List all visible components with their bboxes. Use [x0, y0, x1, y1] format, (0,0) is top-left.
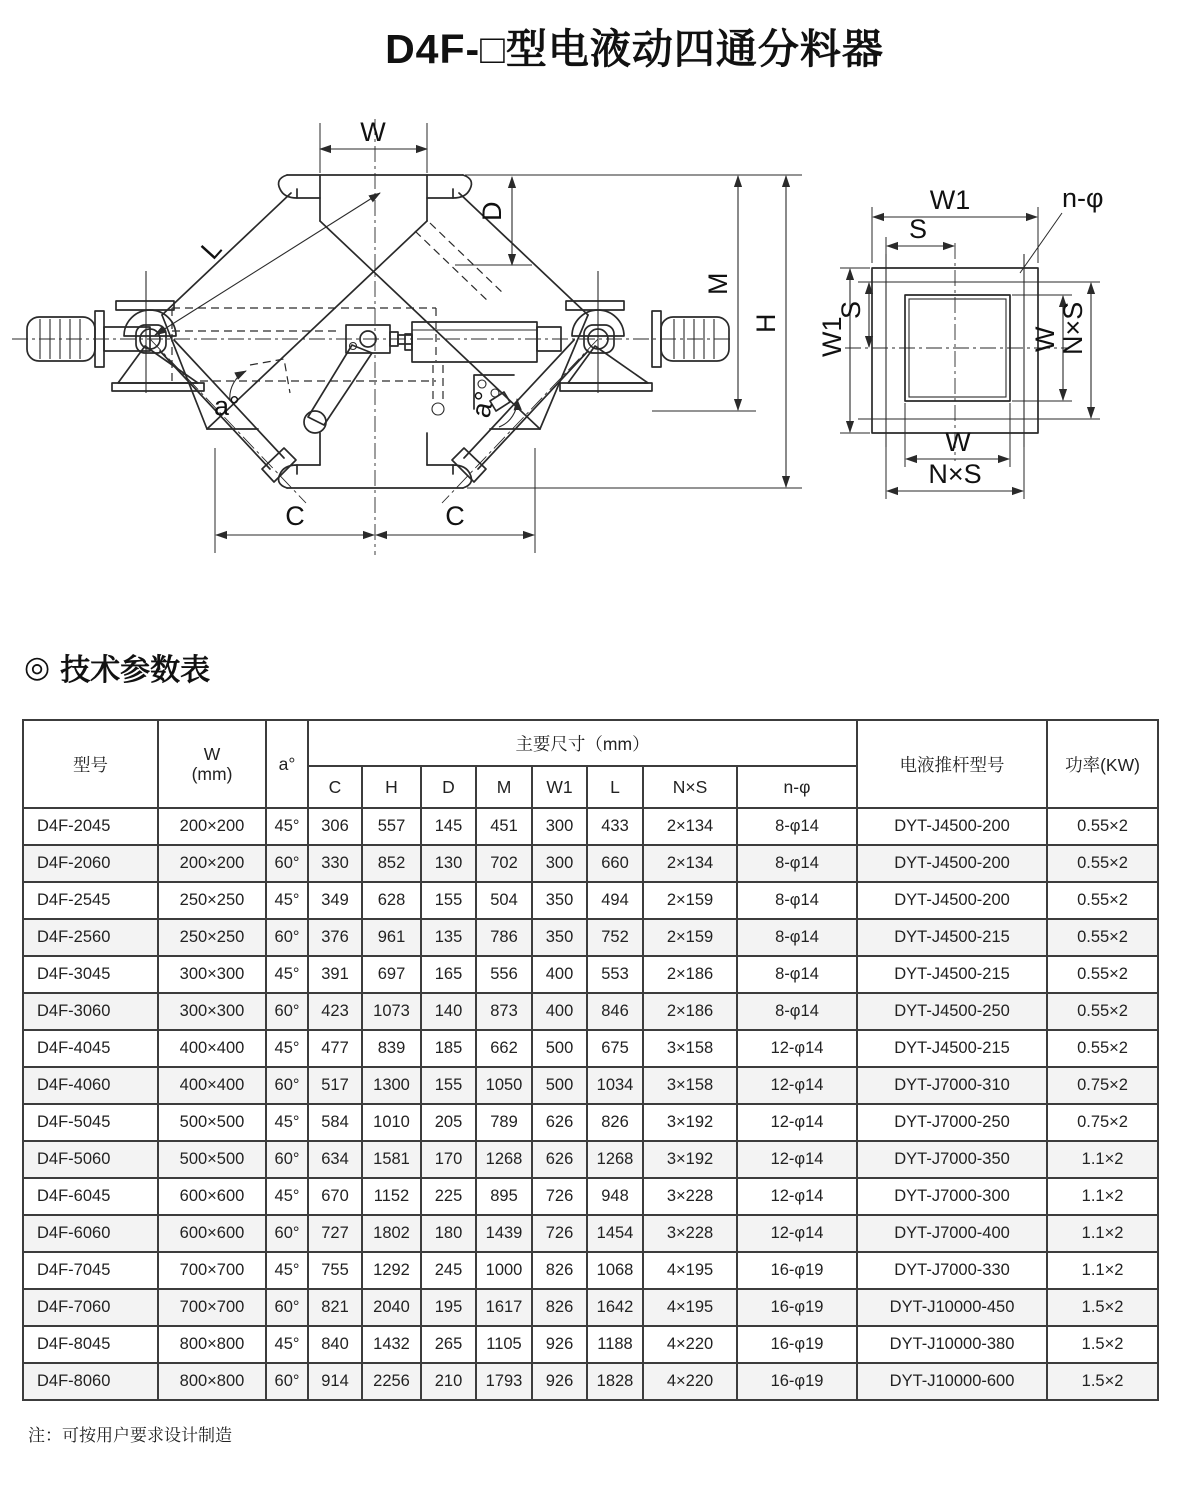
table-cell: 400: [532, 993, 587, 1030]
table-cell: 1793: [476, 1363, 532, 1400]
table-cell: 433: [587, 808, 643, 845]
table-cell: 45°: [266, 1326, 308, 1363]
table-cell: 400×400: [158, 1067, 266, 1104]
table-cell: 0.55×2: [1047, 1030, 1158, 1067]
table-cell: 500: [532, 1030, 587, 1067]
table-cell: 517: [308, 1067, 362, 1104]
table-cell: 702: [476, 845, 532, 882]
table-cell: DYT-J10000-450: [857, 1289, 1047, 1326]
table-cell: 660: [587, 845, 643, 882]
table-cell: 210: [421, 1363, 476, 1400]
table-row: [23, 882, 1158, 919]
table-row: [23, 956, 1158, 993]
table-cell: 306: [308, 808, 362, 845]
table-cell: 145: [421, 808, 476, 845]
table-cell: 400×400: [158, 1030, 266, 1067]
table-cell: 700×700: [158, 1252, 266, 1289]
table-cell: DYT-J10000-600: [857, 1363, 1047, 1400]
section-marker-icon: ◎: [24, 650, 51, 684]
table-cell: 726: [532, 1178, 587, 1215]
table-cell: 1.5×2: [1047, 1289, 1158, 1326]
table-cell: 350: [532, 919, 587, 956]
section-header: [24, 645, 1179, 689]
table-cell: 0.55×2: [1047, 808, 1158, 845]
table-cell: 376: [308, 919, 362, 956]
table-cell: 205: [421, 1104, 476, 1141]
table-cell: 1300: [362, 1067, 421, 1104]
table-cell: D4F-7045: [23, 1252, 158, 1289]
table-cell: 3×228: [643, 1215, 737, 1252]
table-row: [23, 1067, 1158, 1104]
page-title: D4F-□型电液动四通分料器: [385, 26, 884, 72]
table-cell: 12-φ14: [737, 1178, 857, 1215]
table-cell: 45°: [266, 956, 308, 993]
table-cell: 0.55×2: [1047, 882, 1158, 919]
table-cell: 1034: [587, 1067, 643, 1104]
table-cell: 60°: [266, 993, 308, 1030]
table-cell: D4F-8045: [23, 1326, 158, 1363]
table-cell: 895: [476, 1178, 532, 1215]
dim-label-w1-left: W1: [817, 316, 847, 357]
dim-label-w1-top: W1: [929, 185, 971, 215]
center-linkage: [304, 325, 412, 433]
table-cell: 2×186: [643, 993, 737, 1030]
table-cell: 300: [532, 808, 587, 845]
table-cell: 155: [421, 1067, 476, 1104]
table-cell: 557: [362, 808, 421, 845]
table-cell: 60°: [266, 1289, 308, 1326]
table-cell: 8-φ14: [737, 882, 857, 919]
table-cell: 2256: [362, 1363, 421, 1400]
dim-label-nxs-bottom: N×S: [928, 459, 982, 489]
table-cell: 135: [421, 919, 476, 956]
table-cell: 180: [421, 1215, 476, 1252]
table-row: [23, 808, 1158, 845]
table-cell: 752: [587, 919, 643, 956]
table-cell: 628: [362, 882, 421, 919]
table-cell: 600×600: [158, 1178, 266, 1215]
table-body: [23, 808, 1158, 1400]
table-cell: 300×300: [158, 993, 266, 1030]
table-cell: 494: [587, 882, 643, 919]
dim-label-l: L: [195, 233, 228, 266]
table-cell: 726: [532, 1215, 587, 1252]
table-cell: DYT-J4500-250: [857, 993, 1047, 1030]
table-cell: 2×159: [643, 919, 737, 956]
table-cell: 4×220: [643, 1326, 737, 1363]
table-cell: 1268: [476, 1141, 532, 1178]
table-cell: 225: [421, 1178, 476, 1215]
table-cell: 423: [308, 993, 362, 1030]
table-cell: 265: [421, 1326, 476, 1363]
dim-label-w-right: W: [1030, 326, 1060, 352]
spec-table: [22, 719, 1159, 1401]
table-cell: 634: [308, 1141, 362, 1178]
table-cell: 350: [532, 882, 587, 919]
dim-label-n-phi: n-φ: [1062, 183, 1104, 213]
table-row: [23, 993, 1158, 1030]
table-cell: 839: [362, 1030, 421, 1067]
table-cell: D4F-3045: [23, 956, 158, 993]
table-row: [23, 1215, 1158, 1252]
table-cell: 349: [308, 882, 362, 919]
table-cell: 789: [476, 1104, 532, 1141]
table-cell: 1.5×2: [1047, 1363, 1158, 1400]
col-header-w1: W1: [532, 766, 587, 808]
table-cell: 914: [308, 1363, 362, 1400]
table-cell: 1.1×2: [1047, 1252, 1158, 1289]
table-cell: D4F-8060: [23, 1363, 158, 1400]
table-cell: 826: [587, 1104, 643, 1141]
table-cell: 2×186: [643, 956, 737, 993]
table-cell: 1828: [587, 1363, 643, 1400]
dim-label-w-bottom: W: [945, 427, 971, 457]
table-cell: 45°: [266, 1104, 308, 1141]
col-header-w-unit: (mm): [191, 764, 233, 784]
table-cell: 670: [308, 1178, 362, 1215]
table-cell: 697: [362, 956, 421, 993]
table-cell: 500: [532, 1067, 587, 1104]
table-header: [23, 720, 1158, 808]
footnote: 注：可按用户要求设计制造: [28, 1426, 232, 1445]
table-cell: 755: [308, 1252, 362, 1289]
table-row: [23, 1326, 1158, 1363]
table-cell: 1152: [362, 1178, 421, 1215]
table-cell: D4F-2545: [23, 882, 158, 919]
table-cell: 60°: [266, 1067, 308, 1104]
dim-label-nxs-right: N×S: [1058, 301, 1088, 355]
table-cell: 1.5×2: [1047, 1326, 1158, 1363]
table-cell: 800×800: [158, 1363, 266, 1400]
dim-label-m: M: [703, 272, 733, 295]
angle-label-right: a°: [465, 388, 501, 421]
table-cell: 1105: [476, 1326, 532, 1363]
table-cell: 926: [532, 1363, 587, 1400]
table-cell: 130: [421, 845, 476, 882]
table-cell: DYT-J10000-380: [857, 1326, 1047, 1363]
table-cell: 185: [421, 1030, 476, 1067]
table-cell: 948: [587, 1178, 643, 1215]
flange-face-view: [817, 183, 1104, 499]
table-cell: 0.75×2: [1047, 1104, 1158, 1141]
dim-label-h: H: [751, 313, 781, 333]
table-cell: 200×200: [158, 845, 266, 882]
dim-label-c-right: C: [445, 501, 465, 531]
col-header-actuator: 电液推杆型号: [857, 720, 1047, 808]
table-cell: 60°: [266, 1141, 308, 1178]
technical-drawing: [0, 103, 1170, 581]
table-cell: 1050: [476, 1067, 532, 1104]
section-title: 技术参数表: [60, 654, 211, 687]
table-cell: 60°: [266, 845, 308, 882]
col-header-l: L: [587, 766, 643, 808]
table-cell: DYT-J4500-215: [857, 1030, 1047, 1067]
table-cell: 600×600: [158, 1215, 266, 1252]
table-cell: 12-φ14: [737, 1104, 857, 1141]
table-cell: 626: [532, 1141, 587, 1178]
table-cell: 250×250: [158, 882, 266, 919]
table-cell: D4F-4060: [23, 1067, 158, 1104]
table-cell: 60°: [266, 1363, 308, 1400]
table-cell: 662: [476, 1030, 532, 1067]
table-cell: 2×134: [643, 808, 737, 845]
table-row: [23, 845, 1158, 882]
table-cell: 1454: [587, 1215, 643, 1252]
table-cell: DYT-J7000-250: [857, 1104, 1047, 1141]
table-cell: D4F-5045: [23, 1104, 158, 1141]
table-cell: 330: [308, 845, 362, 882]
table-cell: 12-φ14: [737, 1067, 857, 1104]
table-cell: DYT-J7000-310: [857, 1067, 1047, 1104]
table-cell: 1617: [476, 1289, 532, 1326]
dim-label-d: D: [477, 201, 507, 221]
table-cell: DYT-J4500-200: [857, 808, 1047, 845]
table-row: [23, 1030, 1158, 1067]
table-cell: 0.55×2: [1047, 919, 1158, 956]
table-cell: D4F-5060: [23, 1141, 158, 1178]
table-cell: 926: [532, 1326, 587, 1363]
table-cell: 0.75×2: [1047, 1067, 1158, 1104]
table-cell: 16-φ19: [737, 1326, 857, 1363]
table-cell: 16-φ19: [737, 1252, 857, 1289]
dim-label-c-left: C: [285, 501, 305, 531]
table-cell: 400: [532, 956, 587, 993]
table-cell: 8-φ14: [737, 993, 857, 1030]
dim-label-s-left: S: [836, 300, 866, 319]
table-cell: 1188: [587, 1326, 643, 1363]
table-cell: 675: [587, 1030, 643, 1067]
col-header-nphi: n-φ: [737, 766, 857, 808]
table-cell: 12-φ14: [737, 1141, 857, 1178]
table-cell: 3×192: [643, 1104, 737, 1141]
table-cell: DYT-J7000-350: [857, 1141, 1047, 1178]
table-cell: 391: [308, 956, 362, 993]
table-cell: 155: [421, 882, 476, 919]
table-cell: 840: [308, 1326, 362, 1363]
table-row: [23, 1363, 1158, 1400]
table-cell: D4F-7060: [23, 1289, 158, 1326]
table-cell: 8-φ14: [737, 845, 857, 882]
four-way-distributor-view: [12, 117, 802, 555]
table-cell: DYT-J7000-330: [857, 1252, 1047, 1289]
table-cell: 700×700: [158, 1289, 266, 1326]
table-cell: 1802: [362, 1215, 421, 1252]
table-cell: 1.1×2: [1047, 1141, 1158, 1178]
table-cell: 4×195: [643, 1289, 737, 1326]
col-header-c: C: [308, 766, 362, 808]
table-cell: 1581: [362, 1141, 421, 1178]
angle-label-left: a°: [214, 391, 240, 421]
table-cell: 0.55×2: [1047, 956, 1158, 993]
col-header-power: 功率(KW): [1047, 720, 1158, 808]
table-cell: D4F-6060: [23, 1215, 158, 1252]
col-header-main-dims: 主要尺寸（mm）: [308, 720, 857, 766]
table-cell: 826: [532, 1252, 587, 1289]
table-cell: 60°: [266, 919, 308, 956]
table-cell: 556: [476, 956, 532, 993]
table-cell: 1.1×2: [1047, 1178, 1158, 1215]
table-cell: 4×195: [643, 1252, 737, 1289]
table-cell: 477: [308, 1030, 362, 1067]
table-cell: 12-φ14: [737, 1030, 857, 1067]
table-cell: 852: [362, 845, 421, 882]
table-cell: 821: [308, 1289, 362, 1326]
col-header-d: D: [421, 766, 476, 808]
table-cell: 846: [587, 993, 643, 1030]
drawing-area: [0, 103, 1179, 581]
col-header-angle: a°: [266, 720, 308, 808]
col-header-m: M: [476, 766, 532, 808]
table-cell: 3×158: [643, 1030, 737, 1067]
table-cell: 500×500: [158, 1141, 266, 1178]
table-cell: DYT-J4500-215: [857, 956, 1047, 993]
table-cell: 1642: [587, 1289, 643, 1326]
table-cell: 1432: [362, 1326, 421, 1363]
table-cell: D4F-3060: [23, 993, 158, 1030]
col-header-w: [158, 720, 266, 808]
table-row: [23, 919, 1158, 956]
table-cell: 165: [421, 956, 476, 993]
table-cell: 500×500: [158, 1104, 266, 1141]
table-cell: 45°: [266, 1178, 308, 1215]
table-cell: 8-φ14: [737, 956, 857, 993]
table-cell: 195: [421, 1289, 476, 1326]
dim-label-w: W: [360, 117, 386, 147]
table-cell: 800×800: [158, 1326, 266, 1363]
table-cell: 961: [362, 919, 421, 956]
table-cell: 1268: [587, 1141, 643, 1178]
table-cell: 873: [476, 993, 532, 1030]
table-cell: 12-φ14: [737, 1215, 857, 1252]
table-cell: DYT-J4500-200: [857, 845, 1047, 882]
dim-label-s-top: S: [908, 214, 928, 244]
table-cell: 1439: [476, 1215, 532, 1252]
table-cell: D4F-2045: [23, 808, 158, 845]
table-cell: 0.55×2: [1047, 993, 1158, 1030]
col-header-h: H: [362, 766, 421, 808]
table-cell: 140: [421, 993, 476, 1030]
table-cell: 1073: [362, 993, 421, 1030]
table-cell: 0.55×2: [1047, 845, 1158, 882]
table-cell: DYT-J4500-215: [857, 919, 1047, 956]
table-cell: 626: [532, 1104, 587, 1141]
col-header-w-label: W: [203, 743, 221, 764]
table-cell: 16-φ19: [737, 1363, 857, 1400]
table-cell: 3×158: [643, 1067, 737, 1104]
table-cell: 8-φ14: [737, 808, 857, 845]
table-cell: 451: [476, 808, 532, 845]
table-cell: 2040: [362, 1289, 421, 1326]
table-cell: 504: [476, 882, 532, 919]
table-cell: 170: [421, 1141, 476, 1178]
table-cell: DYT-J7000-300: [857, 1178, 1047, 1215]
table-cell: 45°: [266, 808, 308, 845]
col-header-nxs: N×S: [643, 766, 737, 808]
table-cell: 3×228: [643, 1178, 737, 1215]
table-cell: 1068: [587, 1252, 643, 1289]
table-cell: DYT-J7000-400: [857, 1215, 1047, 1252]
table-row: [23, 1141, 1158, 1178]
table-cell: 4×220: [643, 1363, 737, 1400]
table-cell: D4F-6045: [23, 1178, 158, 1215]
table-cell: DYT-J4500-200: [857, 882, 1047, 919]
table-cell: D4F-4045: [23, 1030, 158, 1067]
table-cell: 16-φ19: [737, 1289, 857, 1326]
table-cell: 45°: [266, 1030, 308, 1067]
table-cell: 60°: [266, 1215, 308, 1252]
table-cell: 1010: [362, 1104, 421, 1141]
table-row: [23, 1252, 1158, 1289]
table-cell: 8-φ14: [737, 919, 857, 956]
table-cell: 300: [532, 845, 587, 882]
table-row: [23, 1104, 1158, 1141]
table-cell: 45°: [266, 1252, 308, 1289]
table-cell: 786: [476, 919, 532, 956]
table-cell: 245: [421, 1252, 476, 1289]
table-cell: 45°: [266, 882, 308, 919]
table-cell: 584: [308, 1104, 362, 1141]
table-cell: 2×159: [643, 882, 737, 919]
table-cell: 1.1×2: [1047, 1215, 1158, 1252]
table-cell: 826: [532, 1289, 587, 1326]
table-cell: 250×250: [158, 919, 266, 956]
table-cell: 2×134: [643, 845, 737, 882]
table-cell: 1292: [362, 1252, 421, 1289]
table-cell: 1000: [476, 1252, 532, 1289]
col-header-model: 型号: [23, 720, 158, 808]
table-cell: D4F-2060: [23, 845, 158, 882]
table-cell: D4F-2560: [23, 919, 158, 956]
table-row: [23, 1289, 1158, 1326]
table-row: [23, 1178, 1158, 1215]
table-cell: 200×200: [158, 808, 266, 845]
table-cell: 300×300: [158, 956, 266, 993]
left-motor-actuator: [27, 271, 204, 393]
table-cell: 3×192: [643, 1141, 737, 1178]
table-cell: 553: [587, 956, 643, 993]
table-cell: 727: [308, 1215, 362, 1252]
